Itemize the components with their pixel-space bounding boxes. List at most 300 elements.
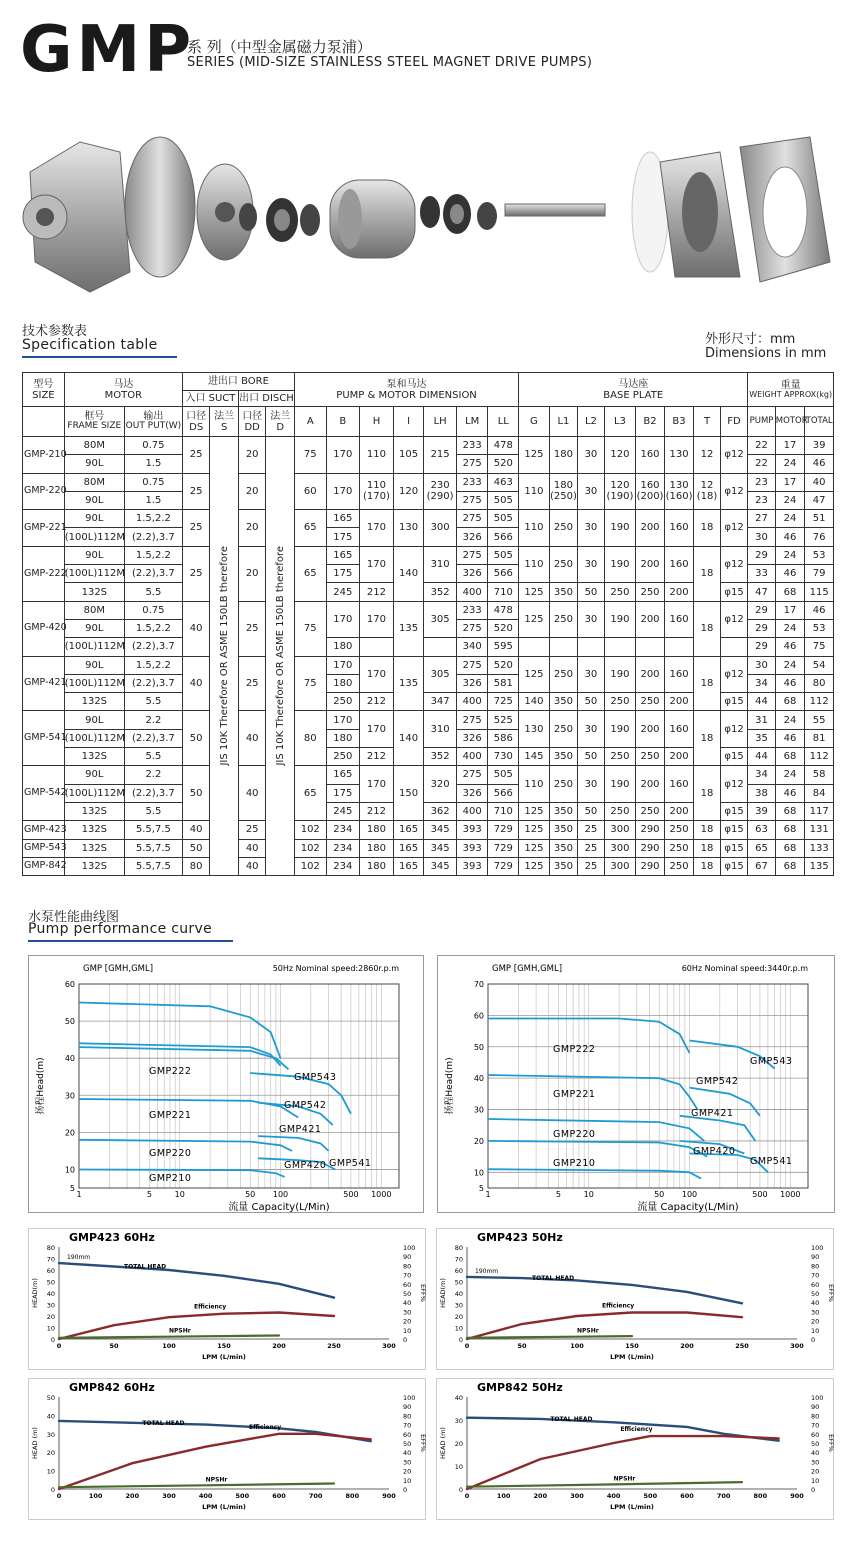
table-cell: 17 xyxy=(775,601,805,619)
x-tick-label: 500 xyxy=(752,1190,768,1199)
table-cell: 520 xyxy=(488,656,519,674)
chart-title: GMP [GMH,GML] xyxy=(83,964,154,974)
table-cell: 165 xyxy=(326,546,360,564)
table-cell: 30 xyxy=(578,510,604,547)
dimensions-en: Dimensions in mm xyxy=(705,346,827,361)
table-cell: 25 xyxy=(578,839,604,857)
table-cell: 18 xyxy=(694,766,720,821)
table-cell: 234 xyxy=(326,857,360,875)
table-row xyxy=(23,711,834,729)
table-cell: 234 xyxy=(326,821,360,839)
x-tick-label: 250 xyxy=(735,1342,749,1350)
gmp842-60hz-box xyxy=(28,1378,426,1520)
y-tick-label: 0 xyxy=(50,1486,55,1494)
chart-note: 190mm xyxy=(475,1267,499,1275)
y2-tick-label: 10 xyxy=(403,1326,412,1335)
table-cell: 102 xyxy=(294,821,326,839)
table-cell: 212 xyxy=(360,748,394,766)
table-cell: 68 xyxy=(775,857,805,875)
header-fd: FD xyxy=(720,407,748,437)
table-cell: φ12 xyxy=(720,546,748,583)
table-cell: 110 xyxy=(519,766,550,803)
series-line xyxy=(59,1336,279,1338)
table-cell: 50 xyxy=(578,802,604,820)
table-cell: 30 xyxy=(578,437,604,474)
table-cell: 125 xyxy=(519,601,550,638)
header-l2: L2 xyxy=(578,407,604,437)
y2-tick-label: 30 xyxy=(403,1308,412,1317)
table-cell: 310 xyxy=(424,546,457,583)
table-cell: 0.75 xyxy=(124,437,182,455)
table-cell: 90L xyxy=(64,546,124,564)
table-cell: GMP-420 xyxy=(23,601,65,656)
table-cell: 145 xyxy=(519,748,550,766)
chart-note: 190mm xyxy=(67,1254,91,1262)
table-cell: 170 xyxy=(360,510,394,547)
table-cell: 84 xyxy=(805,784,834,802)
table-cell: 68 xyxy=(775,693,805,711)
table-cell: 80 xyxy=(182,857,210,875)
table-cell: 75 xyxy=(294,437,326,474)
table-cell: 18 xyxy=(694,546,720,601)
x-tick-label: 500 xyxy=(643,1492,658,1500)
x-tick-label: 50 xyxy=(517,1342,527,1350)
curve-label: GMP543 xyxy=(294,1072,337,1083)
x-tick-label: 1000 xyxy=(371,1190,392,1199)
y-tick-label: 30 xyxy=(46,1430,55,1439)
curve-label: GMP541 xyxy=(329,1158,372,1169)
table-cell: 30 xyxy=(578,711,604,748)
gmp423-50hz-box xyxy=(436,1228,834,1370)
chart-title: GMP423 50Hz xyxy=(477,1231,563,1244)
y-tick-label: 0 xyxy=(458,1336,463,1344)
table-cell: 190 xyxy=(604,766,636,803)
table-cell: 90L xyxy=(64,491,124,509)
y2-tick-label: 80 xyxy=(811,1262,820,1271)
table-cell: 25 xyxy=(578,857,604,875)
table-cell: 290 xyxy=(636,821,665,839)
y2-axis-label: EFF% xyxy=(419,1284,427,1302)
table-cell: 110 xyxy=(519,473,550,510)
table-cell: 90L xyxy=(64,711,124,729)
table-cell: 310 xyxy=(424,711,457,748)
table-cell: 25 xyxy=(182,546,210,601)
y2-tick-label: 40 xyxy=(811,1299,820,1308)
table-cell: 40 xyxy=(238,766,266,821)
table-cell: 212 xyxy=(360,802,394,820)
table-cell: 30 xyxy=(578,656,604,693)
table-cell: 24 xyxy=(775,455,805,473)
y2-tick-label: 70 xyxy=(403,1271,412,1280)
y2-tick-label: 60 xyxy=(403,1430,412,1439)
y-tick-label: 70 xyxy=(454,1255,463,1264)
y-tick-label: 10 xyxy=(454,1463,463,1471)
table-cell: 18 xyxy=(694,711,720,766)
x-axis-label: LPM (L/min) xyxy=(202,1353,246,1361)
header-disch: 出口 DISCH xyxy=(238,391,294,407)
table-cell: 80 xyxy=(805,674,834,692)
y2-tick-label: 70 xyxy=(811,1421,820,1430)
table-cell: 340 xyxy=(456,638,488,656)
y-tick-label: 80 xyxy=(46,1244,55,1252)
table-cell: 326 xyxy=(456,674,488,692)
x-tick-label: 300 xyxy=(382,1342,396,1350)
y2-tick-label: 90 xyxy=(403,1253,412,1262)
table-cell: 250 xyxy=(604,802,636,820)
table-cell: 170 xyxy=(326,656,360,674)
table-cell: 170 xyxy=(326,437,360,474)
chart-title: GMP423 60Hz xyxy=(69,1231,155,1244)
table-cell: 165 xyxy=(393,821,424,839)
table-cell: 140 xyxy=(519,693,550,711)
table-cell: 17 xyxy=(775,437,805,455)
table-cell: 25 xyxy=(238,656,266,711)
table-cell: 46 xyxy=(805,601,834,619)
table-cell: 125 xyxy=(519,583,550,601)
y-tick-label: 30 xyxy=(64,1091,75,1101)
y-axis-label: 扬程Head(m) xyxy=(36,1057,46,1115)
table-cell: 65 xyxy=(294,510,326,547)
table-cell: 34 xyxy=(748,674,776,692)
table-cell: 105 xyxy=(393,437,424,474)
table-cell: 55 xyxy=(805,711,834,729)
table-cell: GMP-221 xyxy=(23,510,65,547)
x-tick-label: 50 xyxy=(109,1342,119,1350)
table-cell: 350 xyxy=(549,821,578,839)
table-cell: 250 xyxy=(664,839,694,857)
table-cell: (2.2),3.7 xyxy=(124,674,182,692)
table-row xyxy=(23,437,834,455)
table-cell: 5.5,7.5 xyxy=(124,857,182,875)
x-tick-label: 900 xyxy=(382,1492,396,1500)
table-cell: 520 xyxy=(488,455,519,473)
curve-chart-50hz xyxy=(29,956,423,1212)
table-cell: 729 xyxy=(488,839,519,857)
x-axis-label: 流量 Capacity(L/Min) xyxy=(637,1202,739,1213)
table-cell: 29 xyxy=(748,638,776,656)
x-tick-label: 600 xyxy=(680,1492,694,1500)
y2-tick-label: 30 xyxy=(403,1458,412,1467)
gmp423-60hz-chart xyxy=(29,1229,425,1369)
x-tick-label: 400 xyxy=(198,1492,213,1500)
y-tick-label: 0 xyxy=(50,1336,55,1344)
table-cell: 20 xyxy=(238,546,266,601)
table-cell: GMP-421 xyxy=(23,656,65,711)
table-cell: 30 xyxy=(748,656,776,674)
table-cell: 160 xyxy=(636,437,665,474)
table-cell: 250 xyxy=(636,802,665,820)
table-cell: 200 xyxy=(636,656,665,693)
table-cell: 180 (250) xyxy=(549,473,578,510)
table-cell: 46 xyxy=(775,638,805,656)
table-cell: 133 xyxy=(805,839,834,857)
series-label: TOTAL HEAD xyxy=(550,1415,593,1423)
table-cell: 135 xyxy=(393,656,424,711)
table-cell: 180 xyxy=(326,638,360,656)
table-cell: 30 xyxy=(578,601,604,638)
curve-label: GMP221 xyxy=(553,1089,596,1100)
table-cell: 40 xyxy=(182,821,210,839)
table-cell: 18 xyxy=(694,601,720,656)
table-cell: (2.2),3.7 xyxy=(124,528,182,546)
table-cell: 250 xyxy=(636,693,665,711)
table-cell: 18 xyxy=(694,857,720,875)
curve-line xyxy=(680,1116,756,1141)
table-cell: GMP-423 xyxy=(23,821,65,839)
table-cell: 132S xyxy=(64,748,124,766)
table-cell: 200 xyxy=(636,766,665,803)
y-tick-label: 70 xyxy=(473,980,484,989)
table-cell: 40 xyxy=(238,857,266,875)
curve-line xyxy=(488,1141,707,1157)
y-tick-label: 50 xyxy=(46,1394,55,1402)
table-cell: 120 (190) xyxy=(604,473,636,510)
table-cell xyxy=(360,638,394,656)
table-cell: 125 xyxy=(519,821,550,839)
table-cell: 215 xyxy=(424,437,457,474)
table-cell: 234 xyxy=(326,839,360,857)
table-cell: 131 xyxy=(805,821,834,839)
curve-label: GMP210 xyxy=(553,1158,596,1169)
y-tick-label: 20 xyxy=(454,1440,463,1448)
table-cell: 67 xyxy=(748,857,776,875)
table-cell: 68 xyxy=(775,802,805,820)
table-cell: 0.75 xyxy=(124,473,182,491)
table-cell: 110 (170) xyxy=(360,473,394,510)
table-cell xyxy=(664,638,694,656)
table-cell: 46 xyxy=(775,674,805,692)
header-ll: LL xyxy=(488,407,519,437)
header-b3: B3 xyxy=(664,407,694,437)
curve-title-en: Pump performance curve xyxy=(28,921,212,937)
table-cell: 362 xyxy=(424,802,457,820)
y2-tick-label: 90 xyxy=(811,1403,820,1412)
table-cell: φ15 xyxy=(720,693,748,711)
table-cell: 25 xyxy=(182,437,210,474)
table-cell: 75 xyxy=(294,601,326,656)
header-b2: B2 xyxy=(636,407,665,437)
table-cell: 730 xyxy=(488,748,519,766)
table-cell: 170 xyxy=(360,601,394,638)
header-l1: L1 xyxy=(549,407,578,437)
x-tick-label: 150 xyxy=(217,1342,231,1350)
table-cell: 38 xyxy=(748,784,776,802)
table-cell: 65 xyxy=(294,766,326,821)
table-cell: φ12 xyxy=(720,656,748,693)
table-cell: 24 xyxy=(775,619,805,637)
table-cell: φ15 xyxy=(720,748,748,766)
table-cell: 80M xyxy=(64,473,124,491)
series-line xyxy=(59,1263,334,1298)
x-tick-label: 50 xyxy=(245,1190,256,1199)
table-cell: 125 xyxy=(519,839,550,857)
header-motor-weight: MOTOR xyxy=(775,407,805,437)
table-cell xyxy=(519,638,550,656)
table-cell: 250 xyxy=(549,711,578,748)
table-cell: 125 xyxy=(519,656,550,693)
header-motor: 马达 MOTOR xyxy=(64,373,182,407)
y-tick-label: 20 xyxy=(454,1313,463,1321)
table-cell: 180 xyxy=(549,437,578,474)
curve-line xyxy=(488,1119,704,1141)
table-cell: (100L)112M xyxy=(64,565,124,583)
header-model: 型号 SIZE xyxy=(23,373,65,407)
series-label: Efficiency xyxy=(249,1423,282,1431)
table-cell: φ12 xyxy=(720,437,748,474)
table-cell: 180 xyxy=(360,839,394,857)
x-tick-label: 10 xyxy=(583,1190,594,1199)
header-base-plate: 马达座 BASE PLATE xyxy=(519,373,748,407)
flange-disch-note: JIS 10K Therefore OR ASME 150LB therefore xyxy=(266,437,295,876)
table-cell: φ12 xyxy=(720,766,748,803)
y2-tick-label: 100 xyxy=(403,1394,416,1402)
x-tick-label: 5 xyxy=(146,1190,152,1199)
curve-label: GMP542 xyxy=(284,1100,327,1111)
table-cell: φ12 xyxy=(720,473,748,510)
table-cell: 30 xyxy=(578,473,604,510)
table-cell: 566 xyxy=(488,565,519,583)
table-cell: 132S xyxy=(64,839,124,857)
y-tick-label: 5 xyxy=(478,1184,484,1193)
table-cell: φ15 xyxy=(720,821,748,839)
table-cell xyxy=(636,638,665,656)
y2-tick-label: 10 xyxy=(811,1476,820,1485)
curve-label: GMP421 xyxy=(279,1124,322,1135)
table-cell: 12 xyxy=(694,437,720,474)
table-cell: 463 xyxy=(488,473,519,491)
table-cell: 190 xyxy=(604,601,636,638)
table-cell: 53 xyxy=(805,546,834,564)
y-tick-label: 20 xyxy=(46,1449,55,1458)
table-cell: 1.5,2.2 xyxy=(124,546,182,564)
curve-chart-50hz-box xyxy=(28,955,424,1213)
table-cell: φ12 xyxy=(720,601,748,638)
table-cell: (2.2),3.7 xyxy=(124,784,182,802)
table-cell: 300 xyxy=(604,821,636,839)
x-tick-label: 200 xyxy=(272,1342,286,1350)
table-cell: 5.5,7.5 xyxy=(124,821,182,839)
series-line xyxy=(467,1336,632,1338)
table-cell: 40 xyxy=(238,839,266,857)
table-cell: 250 xyxy=(549,601,578,638)
x-tick-label: 900 xyxy=(790,1492,804,1500)
table-cell: 2.2 xyxy=(124,711,182,729)
curve-label: GMP221 xyxy=(149,1110,192,1121)
table-cell: 90L xyxy=(64,619,124,637)
x-tick-label: 10 xyxy=(174,1190,185,1199)
x-tick-label: 600 xyxy=(272,1492,286,1500)
table-cell: 46 xyxy=(805,455,834,473)
table-cell: 65 xyxy=(294,546,326,601)
table-cell: 0.75 xyxy=(124,601,182,619)
y2-tick-label: 40 xyxy=(811,1449,820,1458)
table-row xyxy=(23,656,834,674)
table-cell: 23 xyxy=(748,491,776,509)
y2-tick-label: 90 xyxy=(811,1253,820,1262)
x-tick-label: 200 xyxy=(533,1492,548,1500)
table-cell: 275 xyxy=(456,711,488,729)
table-cell: 326 xyxy=(456,729,488,747)
table-cell: 130 xyxy=(519,711,550,748)
table-cell: 160 xyxy=(664,711,694,748)
y-tick-label: 0 xyxy=(458,1486,463,1494)
table-cell: 39 xyxy=(748,802,776,820)
y2-tick-label: 20 xyxy=(811,1317,820,1326)
table-cell xyxy=(424,638,457,656)
table-cell: 90L xyxy=(64,656,124,674)
table-cell: 305 xyxy=(424,656,457,693)
y-tick-label: 10 xyxy=(473,1168,484,1178)
x-tick-label: 1 xyxy=(76,1190,82,1199)
table-cell: 275 xyxy=(456,491,488,509)
y2-tick-label: 40 xyxy=(403,1449,412,1458)
series-title-cn: 系 列（中型金属磁力泵浦） xyxy=(187,38,372,56)
x-axis-label: LPM (L/min) xyxy=(610,1503,654,1511)
table-cell: 200 xyxy=(664,802,694,820)
table-cell: 505 xyxy=(488,766,519,784)
table-cell: 170 xyxy=(360,546,394,583)
x-tick-label: 500 xyxy=(235,1492,250,1500)
header-l3: L3 xyxy=(604,407,636,437)
table-row xyxy=(23,839,834,857)
curve-line xyxy=(488,1169,701,1178)
table-cell: 245 xyxy=(326,583,360,601)
y-tick-label: 40 xyxy=(473,1074,484,1084)
table-row xyxy=(23,546,834,564)
table-cell: 132S xyxy=(64,857,124,875)
table-cell: 110 xyxy=(519,510,550,547)
x-tick-label: 700 xyxy=(308,1492,323,1500)
gmp842-50hz-box xyxy=(436,1378,834,1520)
table-cell: 350 xyxy=(549,839,578,857)
table-cell: 305 xyxy=(424,601,457,638)
y2-tick-label: 20 xyxy=(811,1467,820,1476)
table-cell: 18 xyxy=(694,839,720,857)
table-cell: 50 xyxy=(578,693,604,711)
dimensions-cn: 外形尺寸：mm xyxy=(705,332,796,347)
header-h: H xyxy=(360,407,394,437)
x-tick-label: 200 xyxy=(125,1492,140,1500)
y-tick-label: 30 xyxy=(454,1417,463,1425)
y2-tick-label: 70 xyxy=(403,1421,412,1430)
table-cell: 5.5 xyxy=(124,802,182,820)
y2-tick-label: 100 xyxy=(811,1244,824,1252)
table-cell: 1.5 xyxy=(124,455,182,473)
chart-title: GMP [GMH,GML] xyxy=(492,964,563,974)
y-tick-label: 30 xyxy=(473,1105,484,1115)
y2-tick-label: 60 xyxy=(811,1430,820,1439)
x-tick-label: 250 xyxy=(327,1342,341,1350)
y-tick-label: 50 xyxy=(46,1278,55,1287)
table-cell: 200 xyxy=(664,748,694,766)
header-t: T xyxy=(694,407,720,437)
y2-tick-label: 30 xyxy=(811,1458,820,1467)
header-bore: 进出口 BORE xyxy=(182,373,294,391)
table-cell: 44 xyxy=(748,693,776,711)
table-cell: 29 xyxy=(748,546,776,564)
table-cell: 1.5,2.2 xyxy=(124,619,182,637)
table-cell: 29 xyxy=(748,619,776,637)
table-cell: 520 xyxy=(488,619,519,637)
y2-tick-label: 90 xyxy=(403,1403,412,1412)
table-cell: 80 xyxy=(294,711,326,766)
series-label: NPSHr xyxy=(205,1476,228,1484)
y2-tick-label: 50 xyxy=(811,1440,820,1448)
table-cell xyxy=(549,638,578,656)
curve-label: GMP220 xyxy=(149,1148,192,1159)
table-row xyxy=(23,821,834,839)
table-cell: 76 xyxy=(805,528,834,546)
